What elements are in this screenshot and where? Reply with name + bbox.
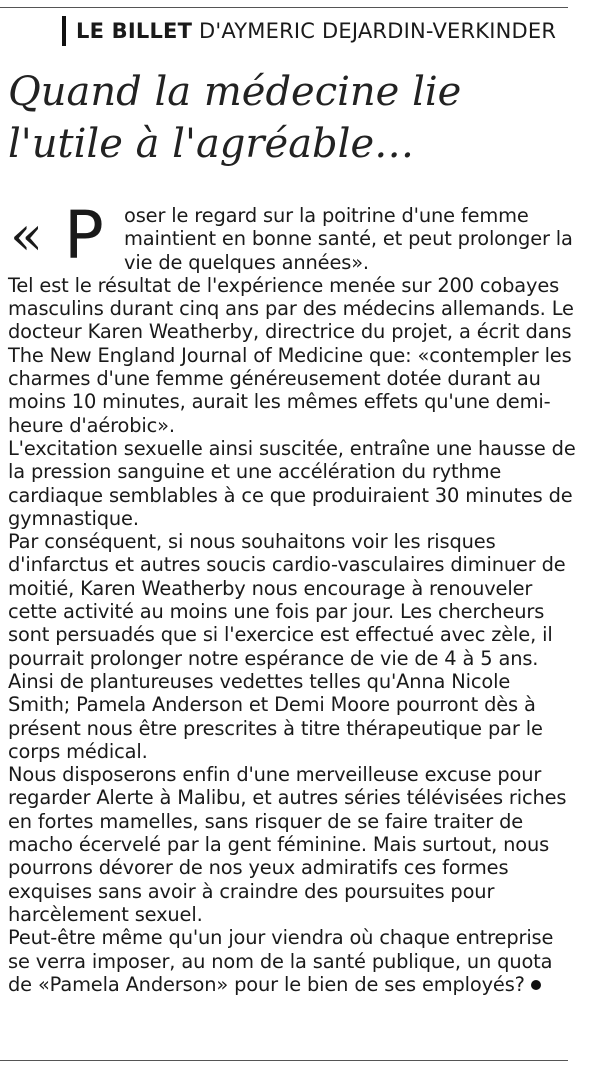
end-bullet-icon [531,980,541,990]
paragraph-text: Peut-être même qu'un jour viendra où chaque entreprise se verra imposer, au nom de la santé publique, un quota de «Pamela Anderson» pour le bien de ses employés? [8,926,554,996]
closing-paragraph [8,926,576,996]
paragraph: Nous disposerons enfin d'une merveilleuse excuse pour regarder Alerte à Malibu, et autres séries télévisées riches en fortes mamelles, sans risquer de se faire traiter de macho écervelé par la gent féminine. Mais surtout, nous pourrons dévorer de nos yeux admiratifs ces formes exquises sans avoir à craindre des poursuites pour harcèlement sexuel. [8,763,567,926]
drop-cap: P [64,197,104,274]
bottom-rule [0,1060,568,1061]
author-byline: D'AYMERIC DEJARDIN-VERKINDER [198,19,557,43]
paragraph: Par conséquent, si nous souhaitons voir les risques d'infarctus et autres soucis cardio-vasculaires diminuer de moitié, Karen Weatherby nous encourage à renouveler cette activité au moins une fois par jour. Les chercheurs sont persuadés que si l'exercice est effectué avec zèle, il pourrait prolonger notre espérance de vie de 4 à 5 ans. [8,530,566,670]
lead-paragraph [8,197,576,274]
paragraph: Tel est le résultat de l'expérience menée sur 200 cobayes masculins durant cinq ans par des médecins allemands. Le docteur Karen Weatherby, directrice du projet, a écrit dans The New England Journal of Medicine que: «contempler les charmes d'une femme généreusement dotée durant au moins 10 minutes, aurait les mêmes effets qu'une demi-heure d'aérobic». [8,273,574,437]
paragraph: Ainsi de plantureuses vedettes telles qu'Anna Nicole Smith; Pamela Anderson et Demi Moore pourront dès à présent nous être prescrites à titre thérapeutique par le corps médical. [8,669,543,763]
column-kicker: LE BILLET [76,19,193,43]
lead-text: oser le regard sur la poitrine d'une femme maintient en bonne santé, et peut prolonger la vie de quelques années». [124,204,573,274]
column-rubric [62,16,556,46]
headline: Quand la médecine lie l'utile à l'agréable… [8,69,462,167]
top-rule [0,7,568,8]
paragraph: L'excitation sexuelle ainsi suscitée, entraîne une hausse de la pression sanguine et une accélération du rythme cardiaque semblables à ce que produiraient 30 minutes de gymnastique. [8,436,576,530]
article-body [8,197,576,996]
opening-quote-mark: « [10,204,43,267]
